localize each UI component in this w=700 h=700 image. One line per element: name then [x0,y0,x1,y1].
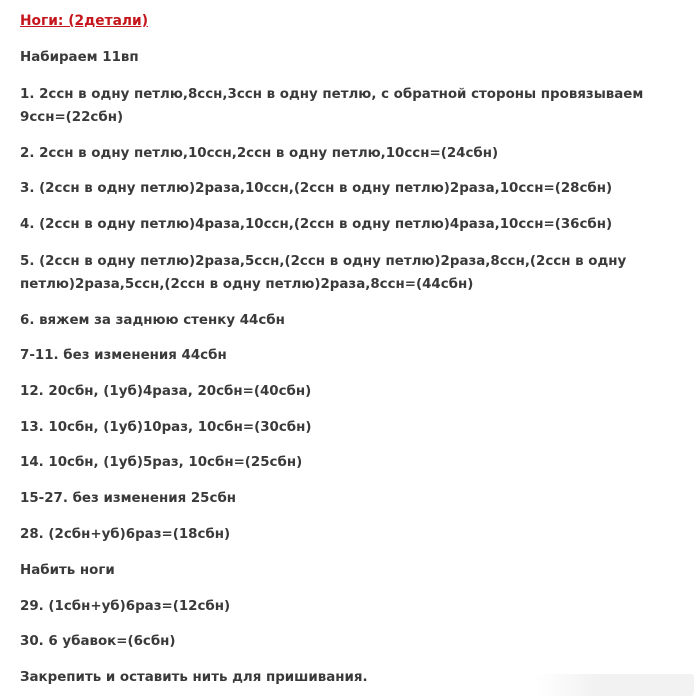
step-29: 29. (1сбн+уб)6раз=(12сбн) [20,599,231,614]
step-3: 3. (2ссн в одну петлю)2раза,10ссн,(2ссн в одну петлю)2раза,10ссн=(28сбн) [20,181,613,196]
step-15-27: 15-27. без изменения 25сбн [20,491,237,506]
step-30: 30. 6 убавок=(6сбн) [20,634,176,649]
step-28: 28. (2сбн+уб)6раз=(18сбн) [20,527,231,542]
step-13: 13. 10сбн, (1уб)10раз, 10сбн=(30сбн) [20,420,312,435]
step-5 [20,250,685,296]
step-5-line-2: петлю)2раза,5ссн,(2ссн в одну петлю)2раза,8ссн=(44сбн) [20,277,474,292]
section-title: Ноги: (2детали) [20,13,149,29]
step-2: 2. 2ссн в одну петлю,10ссн,2ссн в одну петлю,10ссн=(24сбн) [20,146,499,161]
step-1-line-2: 9ссн=(22сбн) [20,110,124,125]
step-1 [20,83,685,129]
step-6: 6. вяжем за заднюю стенку 44сбн [20,313,285,328]
step-14: 14. 10сбн, (1уб)5раз, 10сбн=(25сбн) [20,455,303,470]
watermark [534,674,694,696]
step-12: 12. 20сбн, (1уб)4раза, 20сбн=(40сбн) [20,384,312,399]
stuff-legs-note: Набить ноги [20,563,115,578]
text-line-cast-on: Набираем 11вп [20,50,139,65]
step-4: 4. (2ссн в одну петлю)4раза,10ссн,(2ссн в одну петлю)4раза,10ссн=(36сбн) [20,217,613,232]
finish-note: Закрепить и оставить нить для пришивания. [20,670,368,685]
step-1-line-1: 1. 2ссн в одну петлю,8ссн,3ссн в одну петлю, с обратной стороны провязываем [20,87,644,102]
step-5-line-1: 5. (2ссн в одну петлю)2раза,5ссн,(2ссн в одну петлю)2раза,8ссн,(2ссн в одну [20,254,627,269]
step-7-11: 7-11. без изменения 44сбн [20,348,227,363]
